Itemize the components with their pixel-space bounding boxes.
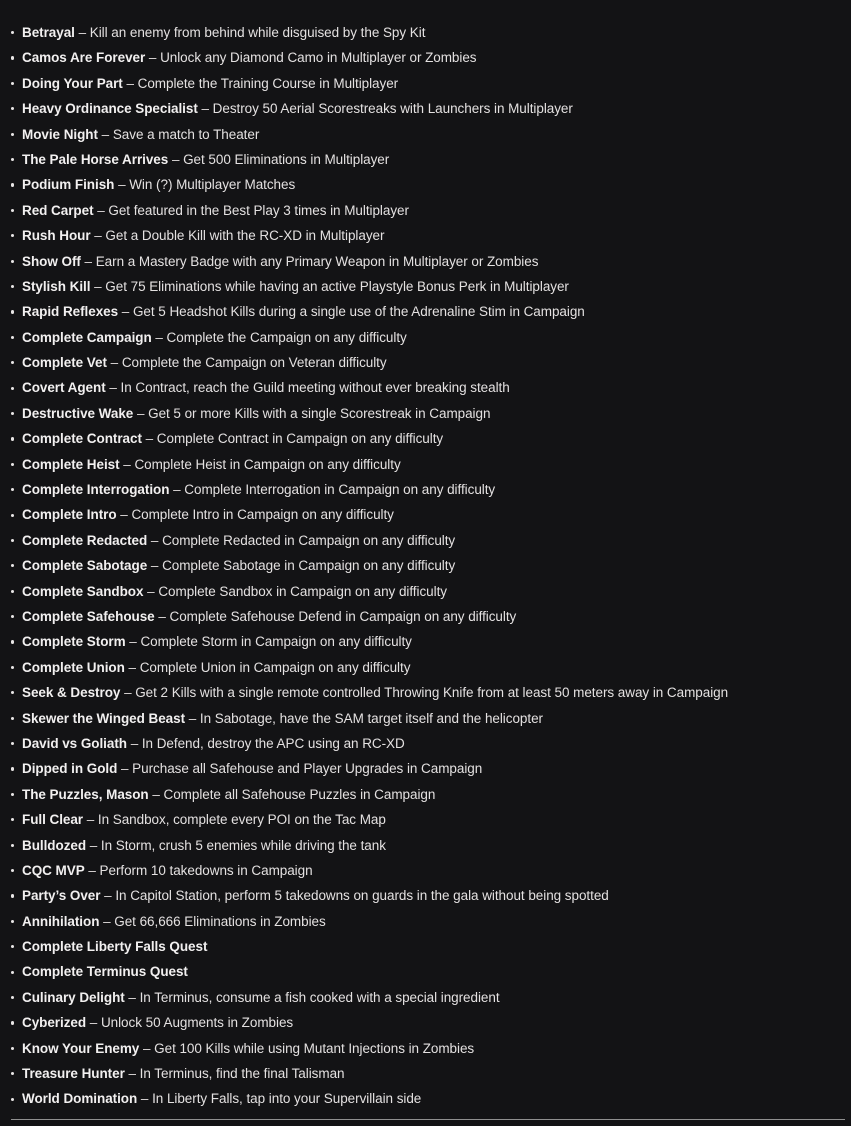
bullet-dot-icon	[11, 209, 14, 212]
achievement-list-item	[0, 20, 851, 45]
achievement-list-item	[0, 782, 851, 807]
achievement-list-item	[0, 401, 851, 426]
achievement-list-item	[0, 553, 851, 578]
achievement-title: Treasure Hunter	[22, 1066, 125, 1082]
achievement-list-item	[0, 1061, 851, 1086]
achievement-list-item	[0, 122, 851, 147]
achievement-separator: –	[155, 329, 163, 345]
bullet-dot-icon	[11, 894, 14, 897]
achievement-list-item	[0, 96, 851, 121]
achievement-description: Save a match to Theater	[112, 126, 260, 142]
achievement-title: Complete Sabotage	[22, 558, 148, 574]
achievement-separator: –	[89, 837, 98, 853]
achievement-title: Complete Sandbox	[22, 583, 144, 599]
achievement-separator: –	[110, 355, 119, 371]
achievement-description: Complete Interrogation in Campaign on any difficulty	[184, 482, 496, 498]
achievement-title: Seek & Destroy	[22, 685, 121, 701]
achievement-title: Complete Heist	[22, 456, 120, 472]
achievement-title: Full Clear	[22, 812, 84, 828]
bullet-dot-icon	[11, 82, 14, 85]
bullet-dot-icon	[11, 666, 14, 669]
achievement-description: Complete Contract in Campaign on any difficulty	[156, 431, 444, 447]
achievement-description: Complete Safehouse Defend in Campaign on any difficulty	[169, 608, 517, 624]
achievement-title: Complete Vet	[22, 355, 107, 371]
achievement-separator: –	[101, 126, 110, 142]
bullet-dot-icon	[11, 1098, 14, 1101]
bullet-dot-icon	[11, 412, 14, 415]
achievement-list-item	[0, 299, 851, 324]
bullet-dot-icon	[11, 514, 14, 517]
achievement-title: Podium Finish	[22, 177, 115, 193]
achievement-description: Complete the Training Course in Multiplayer	[137, 75, 399, 91]
achievement-title: Red Carpet	[22, 202, 94, 218]
achievement-separator: –	[148, 50, 157, 66]
achievement-list-item	[0, 629, 851, 654]
achievement-separator: –	[97, 202, 105, 218]
achievement-description: In Defend, destroy the APC using an RC-XD	[141, 735, 405, 751]
bottom-divider	[11, 1119, 845, 1120]
achievement-list-item	[0, 833, 851, 858]
bullet-dot-icon	[11, 640, 14, 643]
achievement-title: Party’s Over	[22, 888, 101, 904]
achievement-title: Bulldozed	[22, 837, 87, 853]
achievement-list-item	[0, 198, 851, 223]
achievement-description: Kill an enemy from behind while disguised by the Spy Kit	[89, 25, 426, 40]
achievement-description: In Sabotage, have the SAM target itself and the helicopter	[199, 710, 543, 726]
achievement-separator: –	[120, 507, 128, 523]
bullet-dot-icon	[11, 310, 14, 313]
achievement-description: Unlock 50 Augments in Zombies	[100, 1015, 294, 1031]
achievement-title: Destructive Wake	[22, 405, 134, 421]
achievement-title: Camos Are Forever	[22, 50, 146, 66]
achievement-separator: –	[145, 431, 154, 447]
achievement-list-item	[0, 477, 851, 502]
achievement-separator: –	[103, 913, 111, 929]
achievement-description: In Sandbox, complete every POI on the Tac Map	[97, 812, 386, 828]
achievement-description: Unlock any Diamond Camo in Multiplayer or Zombies	[160, 50, 477, 66]
achievement-separator: –	[188, 710, 197, 726]
bullet-dot-icon	[11, 844, 14, 847]
achievement-list-item	[0, 249, 851, 274]
achievement-description: Complete Redacted in Campaign on any difficulty	[162, 532, 456, 548]
achievement-description: Win (?) Multiplayer Matches	[129, 177, 296, 193]
achievement-separator: –	[89, 1015, 98, 1031]
bullet-dot-icon	[11, 615, 14, 618]
achievement-title: World Domination	[22, 1091, 138, 1107]
achievement-list-item	[0, 350, 851, 375]
achievement-list-item	[0, 934, 851, 959]
achievement-title: Complete Terminus Quest	[22, 964, 188, 980]
achievement-list-item	[0, 45, 851, 70]
bullet-dot-icon	[11, 107, 14, 110]
achievement-description: Complete Intro in Campaign on any difficulty	[131, 507, 394, 523]
achievement-description: Complete Sandbox in Campaign on any difficulty	[158, 583, 447, 599]
achievement-separator: –	[128, 1066, 136, 1082]
achievement-description: In Contract, reach the Guild meeting without ever breaking stealth	[120, 380, 510, 396]
achievement-separator: –	[123, 456, 131, 472]
achievement-separator: –	[121, 761, 129, 777]
achievement-list-item	[0, 858, 851, 883]
achievement-description: In Terminus, find the final Talisman	[139, 1066, 345, 1082]
bullet-dot-icon	[11, 463, 14, 466]
achievement-separator: –	[94, 228, 102, 244]
bullet-dot-icon	[11, 869, 14, 872]
achievement-description: Get 500 Eliminations in Multiplayer	[183, 151, 390, 167]
achievement-list-item	[0, 1086, 851, 1111]
achievement-list-item	[0, 71, 851, 96]
bullet-dot-icon	[11, 387, 14, 390]
bullet-dot-icon	[11, 742, 14, 745]
achievement-description: In Capitol Station, perform 5 takedowns on guards in the gala without being spotted	[115, 888, 609, 904]
achievement-title: Stylish Kill	[22, 278, 91, 294]
achievement-title: Know Your Enemy	[22, 1040, 140, 1056]
achievement-description: Get featured in the Best Play 3 times in Multiplayer	[108, 202, 409, 218]
bullet-dot-icon	[11, 717, 14, 720]
bullet-dot-icon	[11, 1072, 14, 1075]
achievement-list-item	[0, 1036, 851, 1061]
achievement-description: Get 5 or more Kills with a single Scorestreak in Campaign	[148, 405, 491, 421]
bullet-dot-icon	[11, 945, 14, 948]
bullet-dot-icon	[11, 31, 14, 34]
bullet-dot-icon	[11, 539, 14, 542]
achievement-title: David vs Goliath	[22, 735, 127, 751]
achievement-title: Show Off	[22, 253, 81, 269]
achievement-separator: –	[158, 608, 166, 624]
achievement-list-item	[0, 172, 851, 197]
bullet-dot-icon	[11, 793, 14, 796]
bullet-dot-icon	[11, 996, 14, 999]
bullet-dot-icon	[11, 818, 14, 821]
achievement-separator: –	[94, 278, 102, 294]
achievement-description: Complete Sabotage in Campaign on any difficulty	[162, 558, 456, 574]
bullet-dot-icon	[11, 183, 14, 186]
achievement-title: The Pale Horse Arrives	[22, 151, 169, 167]
achievement-separator: –	[109, 380, 117, 396]
achievement-title: Doing Your Part	[22, 75, 123, 91]
achievement-separator: –	[130, 735, 139, 751]
bullet-dot-icon	[11, 971, 14, 974]
achievement-list-item	[0, 680, 851, 705]
bullet-dot-icon	[11, 336, 14, 339]
achievement-list-item	[0, 756, 851, 781]
achievement-separator: –	[118, 177, 126, 193]
achievement-separator: –	[78, 25, 87, 40]
achievement-description: Complete the Campaign on Veteran difficulty	[121, 355, 387, 371]
achievement-list-item	[0, 325, 851, 350]
achievement-separator: –	[171, 151, 180, 167]
achievement-title: Complete Redacted	[22, 532, 148, 548]
achievement-title: Complete Union	[22, 659, 125, 675]
bullet-dot-icon	[11, 564, 14, 567]
achievement-description: Get 2 Kills with a single remote controlled Throwing Knife from at least 50 meters away in Campaign	[135, 685, 729, 701]
achievement-separator: –	[128, 659, 136, 675]
achievement-list-item	[0, 579, 851, 604]
achievement-title: Complete Interrogation	[22, 482, 170, 498]
achievement-list-item	[0, 706, 851, 731]
achievement-description: Complete Heist in Campaign on any difficulty	[134, 456, 401, 472]
achievement-separator: –	[152, 786, 160, 802]
bullet-dot-icon	[11, 691, 14, 694]
achievement-list-item	[0, 147, 851, 172]
achievement-separator: –	[124, 685, 132, 701]
achievement-description: Get a Double Kill with the RC-XD in Multiplayer	[105, 228, 385, 244]
achievement-list	[0, 20, 851, 1112]
achievement-list-item	[0, 985, 851, 1010]
achievement-title: Cyberized	[22, 1015, 87, 1031]
achievement-description: Complete Storm in Campaign on any difficulty	[140, 634, 412, 650]
achievement-list-item	[0, 909, 851, 934]
achievement-separator: –	[147, 583, 155, 599]
bullet-dot-icon	[11, 158, 14, 161]
achievement-separator: –	[86, 812, 95, 828]
achievement-list-item	[0, 274, 851, 299]
achievement-separator: –	[104, 888, 112, 904]
achievement-title: CQC MVP	[22, 862, 85, 878]
achievement-separator: –	[88, 862, 96, 878]
achievement-title: Rapid Reflexes	[22, 304, 119, 320]
achievement-title: Complete Campaign	[22, 329, 152, 345]
achievement-separator: –	[140, 1091, 149, 1107]
achievement-title: Betrayal	[22, 25, 75, 40]
achievement-separator: –	[173, 482, 181, 498]
achievement-list-item	[0, 731, 851, 756]
achievement-description: Complete Union in Campaign on any difficulty	[139, 659, 411, 675]
achievement-description: Get 5 Headshot Kills during a single use of the Adrenaline Stim in Campaign	[132, 304, 585, 320]
achievement-list-item	[0, 959, 851, 984]
achievement-description: Get 75 Eliminations while having an active Playstyle Bonus Perk in Multiplayer	[105, 278, 569, 294]
bullet-dot-icon	[11, 488, 14, 491]
achievement-separator: –	[129, 634, 137, 650]
achievement-list-item	[0, 807, 851, 832]
achievement-description: Complete the Campaign on any difficulty	[166, 329, 407, 345]
bullet-dot-icon	[11, 285, 14, 288]
achievement-list-item	[0, 375, 851, 400]
bullet-dot-icon	[11, 920, 14, 923]
achievement-description: Complete all Safehouse Puzzles in Campaign	[163, 786, 436, 802]
achievement-description: Destroy 50 Aerial Scorestreaks with Launchers in Multiplayer	[212, 101, 573, 117]
achievement-separator: –	[126, 75, 134, 91]
achievement-list-item	[0, 528, 851, 553]
achievement-title: Culinary Delight	[22, 989, 125, 1005]
achievement-title: Movie Night	[22, 126, 98, 142]
achievement-title: Annihilation	[22, 913, 100, 929]
achievement-description: Earn a Mastery Badge with any Primary Weapon in Multiplayer or Zombies	[95, 253, 539, 269]
achievement-description: Purchase all Safehouse and Player Upgrades in Campaign	[132, 761, 483, 777]
achievement-separator: –	[84, 253, 93, 269]
bullet-dot-icon	[11, 1047, 14, 1050]
achievement-description: In Storm, crush 5 enemies while driving the tank	[100, 837, 386, 853]
achievement-separator: –	[121, 304, 130, 320]
achievement-list-item	[0, 426, 851, 451]
achievement-list-item	[0, 604, 851, 629]
bullet-dot-icon	[11, 260, 14, 263]
bullet-dot-icon	[11, 133, 14, 136]
achievement-title: Skewer the Winged Beast	[22, 710, 186, 726]
bullet-dot-icon	[11, 1021, 14, 1024]
achievement-title: Complete Intro	[22, 507, 117, 523]
achievement-separator: –	[142, 1040, 151, 1056]
achievement-list-item	[0, 1010, 851, 1035]
achievement-title: Complete Contract	[22, 431, 142, 447]
achievement-separator: –	[150, 532, 159, 548]
achievement-list-item	[0, 502, 851, 527]
achievement-list-item	[0, 883, 851, 908]
achievement-description: Get 100 Kills while using Mutant Injections in Zombies	[154, 1040, 475, 1056]
achievement-list-item	[0, 223, 851, 248]
achievement-list-item	[0, 452, 851, 477]
bullet-dot-icon	[11, 361, 14, 364]
bullet-dot-icon	[11, 590, 14, 593]
bullet-dot-icon	[11, 437, 14, 440]
achievement-title: Complete Safehouse	[22, 608, 155, 624]
achievement-title: Heavy Ordinance Specialist	[22, 101, 198, 117]
achievement-separator: –	[128, 989, 136, 1005]
achievement-description: In Liberty Falls, tap into your Supervillain side	[152, 1091, 422, 1107]
achievement-separator: –	[150, 558, 159, 574]
achievement-title: Covert Agent	[22, 380, 106, 396]
bullet-dot-icon	[11, 234, 14, 237]
achievement-title: Rush Hour	[22, 228, 91, 244]
achievement-title: Complete Storm	[22, 634, 126, 650]
achievement-list-item	[0, 655, 851, 680]
bullet-dot-icon	[11, 767, 14, 770]
achievement-separator: –	[136, 405, 145, 421]
achievement-description: In Terminus, consume a fish cooked with a special ingredient	[139, 989, 500, 1005]
achievement-title: Dipped in Gold	[22, 761, 118, 777]
achievement-title: The Puzzles, Mason	[22, 786, 149, 802]
achievement-description: Get 66,666 Eliminations in Zombies	[114, 913, 326, 929]
achievement-separator: –	[201, 101, 209, 117]
achievement-description: Perform 10 takedowns in Campaign	[99, 862, 313, 878]
achievement-title: Complete Liberty Falls Quest	[22, 939, 208, 955]
bullet-dot-icon	[11, 56, 14, 59]
